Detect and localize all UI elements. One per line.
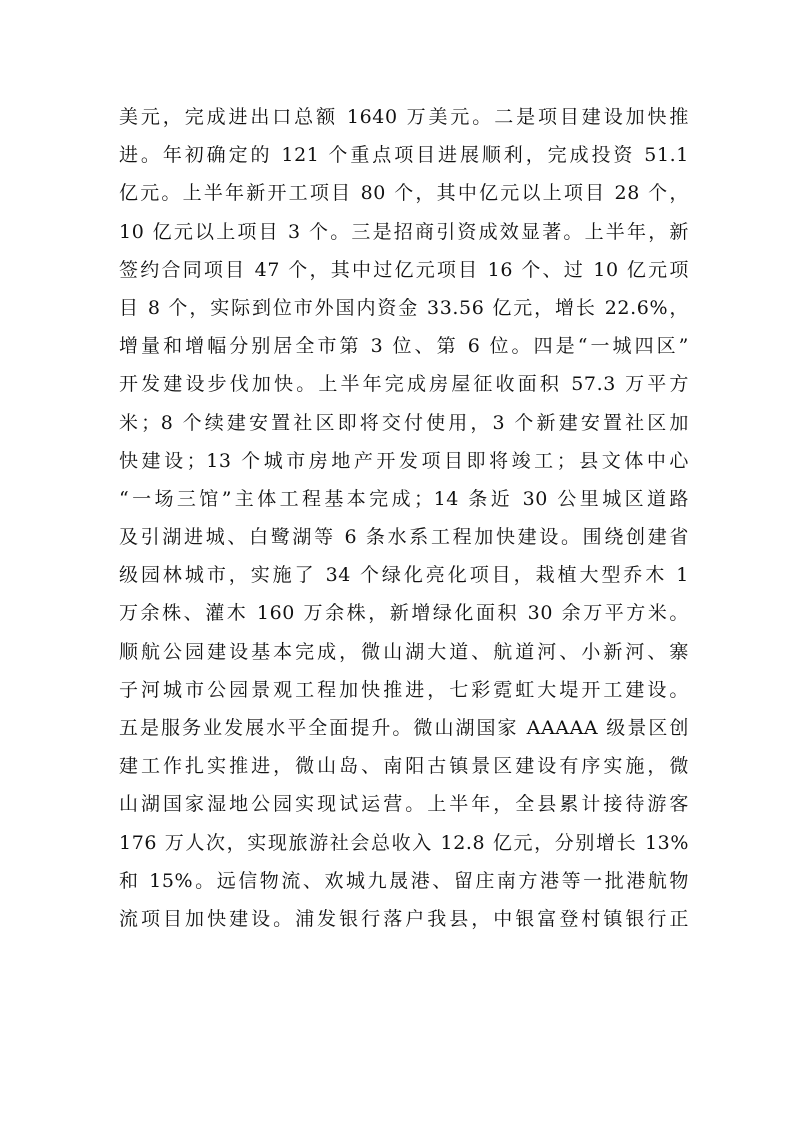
text-line-3: 亿元。上半年新开工项目 80 个，其中亿元以上项目 28 个， bbox=[119, 182, 689, 205]
body-text bbox=[119, 98, 689, 938]
text-line-17: 五是服务业发展水平全面提升。微山湖国家 AAAAA 级景区创 bbox=[119, 717, 689, 739]
text-line-11: “一场三馆”主体工程基本完成；14 条近 30 公里城区道路 bbox=[119, 487, 689, 510]
text-line-19: 山湖国家湿地公园实现试运营。上半年，全县累计接待游客 bbox=[119, 793, 689, 816]
text-line-22: 流项目加快建设。浦发银行落户我县，中银富登村镇银行正 bbox=[119, 907, 689, 930]
text-line-9: 米；8 个续建安置社区即将交付使用，3 个新建安置社区加 bbox=[119, 411, 689, 434]
text-line-6: 目 8 个，实际到位市外国内资金 33.56 亿元，增长 22.6%， bbox=[119, 296, 689, 319]
text-line-21: 和 15%。远信物流、欢城九晟港、留庄南方港等一批港航物 bbox=[119, 869, 689, 892]
text-line-5: 签约合同项目 47 个，其中过亿元项目 16 个、过 10 亿元项 bbox=[119, 258, 689, 281]
text-line-10: 快建设；13 个城市房地产开发项目即将竣工；县文体中心 bbox=[119, 449, 689, 472]
text-line-13: 级园林城市，实施了 34 个绿化亮化项目，栽植大型乔木 1 bbox=[119, 564, 689, 587]
text-line-8: 开发建设步伐加快。上半年完成房屋征收面积 57.3 万平方 bbox=[119, 373, 689, 396]
text-line-1: 美元，完成进出口总额 1640 万美元。二是项目建设加快推 bbox=[119, 106, 689, 128]
text-line-2: 进。年初确定的 121 个重点项目进展顺利，完成投资 51.1 bbox=[119, 144, 689, 167]
text-line-7: 增量和增幅分别居全市第 3 位、第 6 位。四是“一城四区” bbox=[119, 335, 689, 358]
text-line-20: 176 万人次，实现旅游社会总收入 12.8 亿元，分别增长 13% bbox=[119, 831, 689, 854]
text-line-4: 10 亿元以上项目 3 个。三是招商引资成效显著。上半年，新 bbox=[119, 220, 689, 243]
text-line-16: 子河城市公园景观工程加快推进，七彩霓虹大堤开工建设。 bbox=[119, 678, 689, 701]
text-line-15: 顺航公园建设基本完成，微山湖大道、航道河、小新河、寨 bbox=[119, 640, 689, 663]
text-line-12: 及引湖进城、白鹭湖等 6 条水系工程加快建设。围绕创建省 bbox=[119, 526, 689, 549]
text-line-18: 建工作扎实推进，微山岛、南阳古镇景区建设有序实施，微 bbox=[119, 755, 689, 778]
text-line-14: 万余株、灌木 160 万余株，新增绿化面积 30 余万平方米。 bbox=[119, 602, 689, 625]
